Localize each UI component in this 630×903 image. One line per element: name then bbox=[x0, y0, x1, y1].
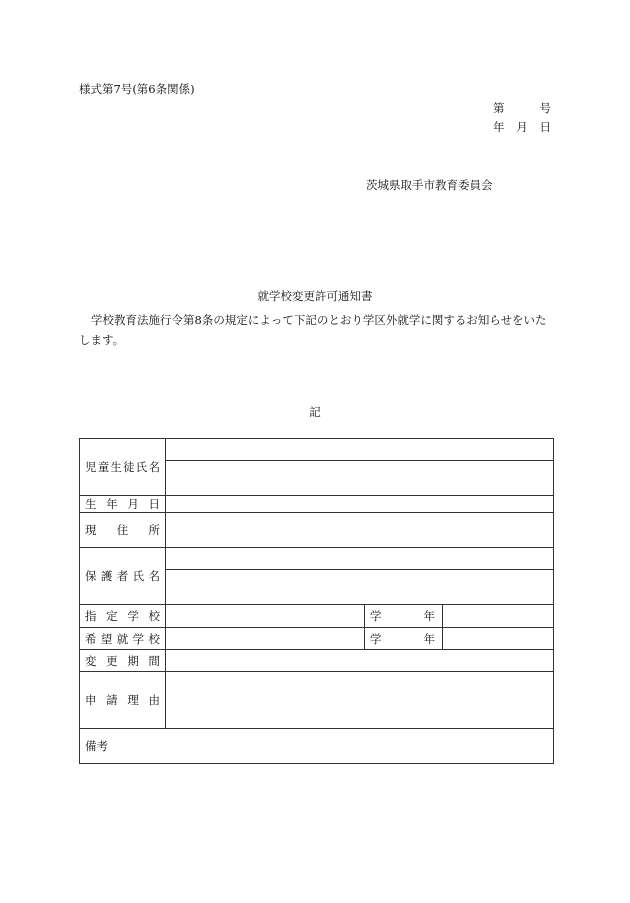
designated-school-label-cell bbox=[80, 605, 166, 628]
table-row-change-period bbox=[80, 650, 554, 672]
table-row-desired-school bbox=[80, 628, 554, 650]
designated-school-label: 指 定 学 校 bbox=[85, 609, 160, 623]
student-name-kana-field[interactable] bbox=[166, 439, 554, 461]
date-day: 日 bbox=[539, 120, 551, 134]
table-row-remarks bbox=[80, 729, 554, 764]
change-period-label: 変 更 期 間 bbox=[85, 653, 160, 668]
address-label-cell bbox=[80, 513, 166, 548]
reason-field[interactable] bbox=[166, 672, 554, 729]
designated-grade-label-cell bbox=[365, 605, 443, 628]
reason-label: 申 請 理 由 bbox=[85, 693, 160, 707]
birth-date-field[interactable] bbox=[166, 496, 554, 513]
birth-date-label: 生 年 月 日 bbox=[85, 497, 160, 511]
table-row-designated-school bbox=[80, 605, 554, 628]
form-number-label: 様式第7号(第6条関係) bbox=[79, 82, 195, 96]
table-row-student-name-top bbox=[80, 439, 554, 461]
ki-marker: 記 bbox=[309, 405, 321, 419]
reason-label-cell bbox=[80, 672, 166, 729]
application-table bbox=[79, 438, 554, 764]
desired-school-label-cell bbox=[80, 628, 166, 650]
address-label: 現 住 所 bbox=[85, 523, 160, 537]
document-number-line bbox=[493, 100, 551, 116]
birth-date-label-cell bbox=[80, 496, 166, 513]
designated-grade-label: 学 年 bbox=[370, 609, 435, 623]
change-period-label-cell bbox=[80, 650, 166, 672]
guardian-name-field[interactable] bbox=[166, 570, 554, 605]
remarks-label: 備考 bbox=[85, 739, 108, 753]
number-suffix: 号 bbox=[539, 101, 551, 115]
issuer-name: 茨城県取手市教育委員会 bbox=[366, 178, 493, 192]
table-row-birth-date bbox=[80, 496, 554, 513]
student-name-label-cell bbox=[80, 439, 166, 496]
designated-school-field[interactable] bbox=[166, 605, 365, 628]
desired-grade-field[interactable] bbox=[443, 628, 554, 650]
guardian-name-label: 保 護 者 氏 名 bbox=[85, 569, 160, 583]
table-row-reason bbox=[80, 672, 554, 729]
document-title: 就学校変更許可通知書 bbox=[257, 289, 373, 303]
student-name-label: 児 童 生 徒 氏 名 bbox=[85, 460, 160, 474]
desired-grade-label-cell bbox=[365, 628, 443, 650]
table-row-address bbox=[80, 513, 554, 548]
guardian-name-kana-field[interactable] bbox=[166, 548, 554, 570]
date-year: 年 bbox=[493, 120, 505, 134]
remarks-field[interactable] bbox=[80, 729, 554, 764]
table-row-guardian-name-top bbox=[80, 548, 554, 570]
guardian-name-label-cell bbox=[80, 548, 166, 605]
desired-school-field[interactable] bbox=[166, 628, 365, 650]
date-month: 月 bbox=[516, 120, 528, 134]
designated-grade-field[interactable] bbox=[443, 605, 554, 628]
student-name-field[interactable] bbox=[166, 461, 554, 496]
number-prefix: 第 bbox=[493, 101, 505, 115]
desired-grade-label: 学 年 bbox=[370, 631, 435, 646]
address-field[interactable] bbox=[166, 513, 554, 548]
desired-school-label: 希 望 就 学 校 bbox=[85, 631, 160, 646]
issue-date-line bbox=[493, 119, 551, 135]
change-period-field[interactable] bbox=[166, 650, 554, 672]
document-body: 学校教育法施行令第8条の規定によって下記のとおり学区外就学に関するお知らせをいたします。 bbox=[79, 313, 547, 347]
